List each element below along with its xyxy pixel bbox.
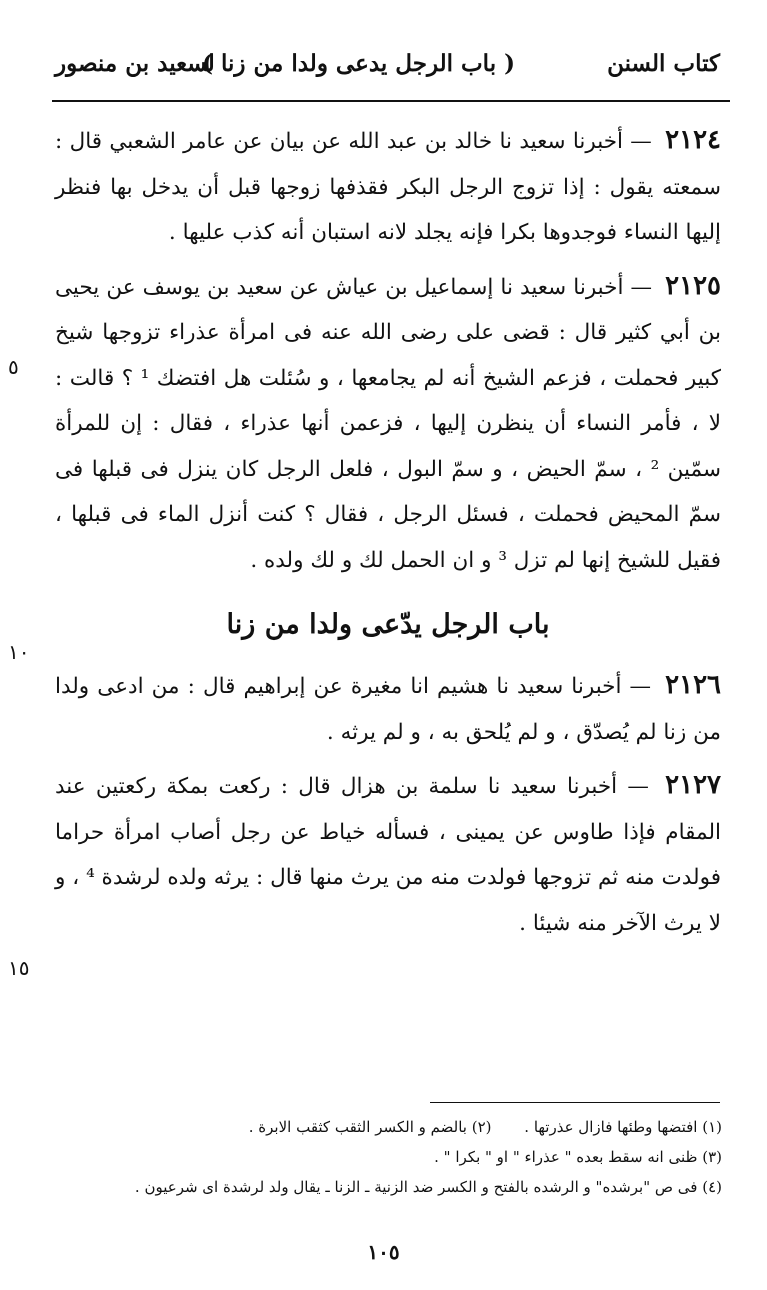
hadith-entry xyxy=(55,663,721,755)
hadith-entry xyxy=(55,264,721,584)
hadith-entry xyxy=(55,118,721,256)
footnote-line xyxy=(60,1112,722,1142)
running-header xyxy=(55,50,720,90)
main-text xyxy=(55,118,721,954)
margin-line-number: ٥ xyxy=(8,355,19,379)
hadith-number: ٢١٢٥ xyxy=(665,270,722,301)
chapter-heading: باب الرجل يدّعى ولدا من زنا xyxy=(226,609,550,640)
hadith-text: — أخبرنا سعيد نا سلمة بن هزال قال : ركعت بمكة ركعتين عند المقام فإذا طاوس عن يمينى ، فسأله خياط عن رجل أصاب امرأة حراما فولدت منه ثم تزوجها فولدت منه من يرث منها قال : يرثه ولده لرشدة ⁴ ، و لا يرث الآخر منه شيئا . xyxy=(55,774,721,936)
footnote-3: (٣) ظنى انه سقط بعده " عذراء " او " بكرا " . xyxy=(434,1148,722,1166)
footnotes xyxy=(60,1112,722,1202)
header-chapter-title: ( باب الرجل يدعى ولدا من زنا ) xyxy=(202,50,515,77)
hadith-text: — أخبرنا سعيد نا خالد بن عبد الله عن بيان عن عامر الشعبي قال : سمعته يقول : إذا تزوج الرجل البكر فقذفها زوجها قبل أن يدخل بها فنظر إليها النساء فوجدوها بكرا فإنه يجلد لانه استبان أنه كذب عليها . xyxy=(55,129,721,245)
hadith-number: ٢١٢٦ xyxy=(665,670,721,700)
page-number: ١٠٥ xyxy=(367,1240,400,1264)
footnote-2: (٢) بالضم و الكسر الثقب كثقب الابرة . xyxy=(248,1118,492,1136)
header-divider xyxy=(52,100,730,102)
hadith-entry xyxy=(55,763,721,946)
footnote-divider xyxy=(430,1102,720,1103)
margin-line-number: ١٥ xyxy=(8,956,30,980)
hadith-text: — أخبرنا سعيد نا هشيم انا مغيرة عن إبراهيم قال : من ادعى ولدا من زنا لم يُصدّق ، و لم يُلحق به ، و لم يرثه . xyxy=(55,674,721,745)
hadith-number: ٢١٢٧ xyxy=(665,770,721,800)
hadith-text: — أخبرنا سعيد نا إسماعيل بن عياش عن سعيد بن يوسف عن يحيى بن أبي كثير قال : قضى على رضى الله عنه فى امرأة عذراء تزوجها شيخ كبير فحملت ، فزعم الشيخ أنه لم يجامعها ، و سُئلت هل افتضك ¹ ؟ قالت : لا ، فأمر النساء أن ينظرن إليها ، فزعمن أنها عذراء ، فقال : إن للمرأة سمّين ² ، سمّ الحيض ، و سمّ البول ، فلعل الرجل كان ينزل فى قبلها فى سمّ المحيض فحملت ، فسئل الرجل ، فقال ؟ كنت أنزل الماء فى قبلها ، فقيل للشيخ إنها لم تزل ³ و ان الحمل لك و لك ولده . xyxy=(55,274,721,573)
footnote-1: (١) افتضها وطئها فازال عذرتها . xyxy=(524,1118,722,1136)
footnote-4: (٤) فى ص "برشده" و الرشده بالفتح و الكسر ضد الزنية ـ الزنا ـ يقال ولد لرشدة اى شرعيون . xyxy=(134,1178,722,1196)
hadith-number: ٢١٢٤ xyxy=(665,125,721,155)
header-book-title: كتاب السنن xyxy=(607,50,720,77)
header-author: لسعيد بن منصور xyxy=(55,50,215,77)
margin-line-number: ١٠ xyxy=(8,640,30,664)
